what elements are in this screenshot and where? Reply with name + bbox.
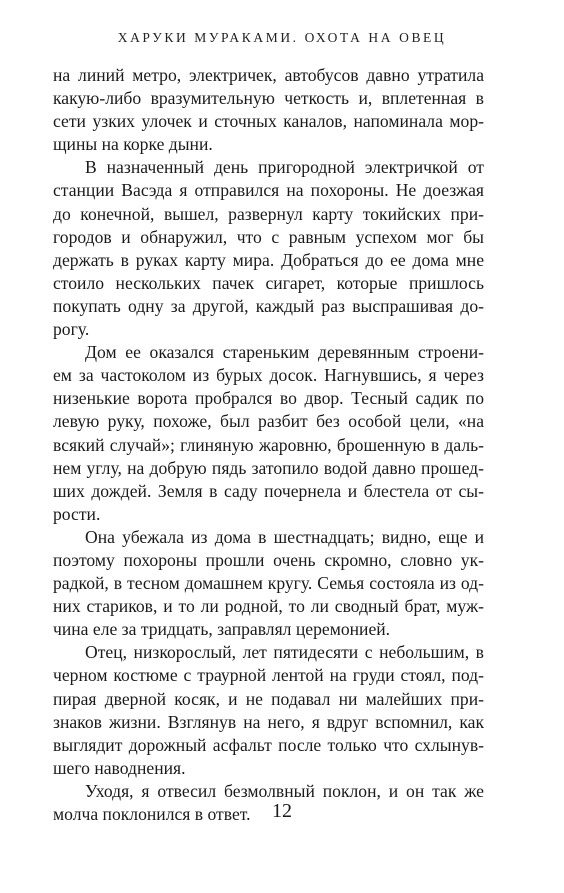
text-line: радкой, в тесном домашнем кругу. Семья состояла из од-: [53, 573, 484, 594]
text-line: низенькие ворота пробрался во двор. Тесный садик по: [53, 388, 484, 409]
text-line: черном костюме с траурной лентой на груди стоял, под-: [53, 665, 484, 686]
text-line: выглядит дорожный асфальт после только что схлынув-: [53, 734, 484, 755]
text-line: левую руку, похоже, был разбит без особой цели, «на: [53, 411, 484, 432]
text-line: знаков жизни. Взглянув на него, я вдруг вспомнил, как: [53, 711, 484, 732]
text-line: В назначенный день пригородной электричкой от: [85, 157, 484, 178]
body-text: [53, 64, 484, 826]
running-head: ХАРУКИ МУРАКАМИ. ОХОТА НА ОВЕЦ: [117, 30, 447, 45]
text-line: до конечной, вышел, развернул карту токийских при-: [53, 203, 484, 224]
text-line: пирая дверной косяк, и не подавал ни малейших при-: [53, 688, 484, 709]
text-line: чина еле за тридцать, заправлял церемонией.: [53, 619, 391, 640]
text-line: нем углу, на добрую пядь затопило водой давно прошед-: [53, 457, 484, 478]
text-line: стоило нескольких пачек сигарет, которые пришлось: [53, 272, 484, 293]
text-line: покупать одну за другой, каждый раз выспрашивая до-: [53, 295, 484, 316]
text-line: рогу.: [53, 319, 90, 340]
text-line: всякий случай»; глиняную жаровню, брошенную в даль-: [53, 434, 484, 455]
text-line: Она убежала из дома в шестнадцать; видно, еще и: [85, 526, 484, 547]
text-line: щины на корке дыни.: [53, 134, 213, 155]
text-line: рости.: [53, 503, 101, 524]
text-line: Уходя, я отвесил безмолвный поклон, и он так же: [85, 780, 484, 801]
text-line: Дом ее оказался стареньким деревянным строени-: [85, 342, 484, 363]
paragraph: [53, 156, 484, 341]
paragraph: [53, 641, 484, 780]
paragraph: [53, 526, 484, 641]
paragraph: [53, 341, 484, 526]
text-line: держать в руках карту мира. Добраться до ее дома мне: [53, 249, 484, 270]
text-line: них стариков, и то ли родной, то ли сводный брат, муж-: [53, 596, 484, 617]
text-line: какую-либо вразумительную четкость и, вплетенная в: [53, 88, 484, 109]
text-line: ших дождей. Земля в саду почернела и блестела от сы-: [53, 480, 484, 501]
text-line: станции Васэда я отправился на похороны. Не доезжая: [53, 180, 484, 201]
paragraph: [53, 64, 484, 156]
text-line: сети узких улочек и сточных каналов, напоминала мор-: [53, 111, 484, 132]
text-line: ем за частоколом из бурых досок. Нагнувшись, я через: [53, 365, 484, 386]
page-number: 12: [272, 800, 292, 822]
text-line: шего наводнения.: [53, 757, 186, 778]
text-line: городов и обнаружил, что с равным успехом мог бы: [53, 226, 484, 247]
text-line: молча поклонился в ответ.: [53, 804, 251, 824]
text-line: поэтому похороны прошли очень скромно, словно ук-: [53, 549, 484, 570]
text-line: на линий метро, электричек, автобусов давно утратила: [53, 65, 484, 85]
text-line: Отец, низкорослый, лет пятидесяти с небольшим, в: [85, 642, 484, 663]
